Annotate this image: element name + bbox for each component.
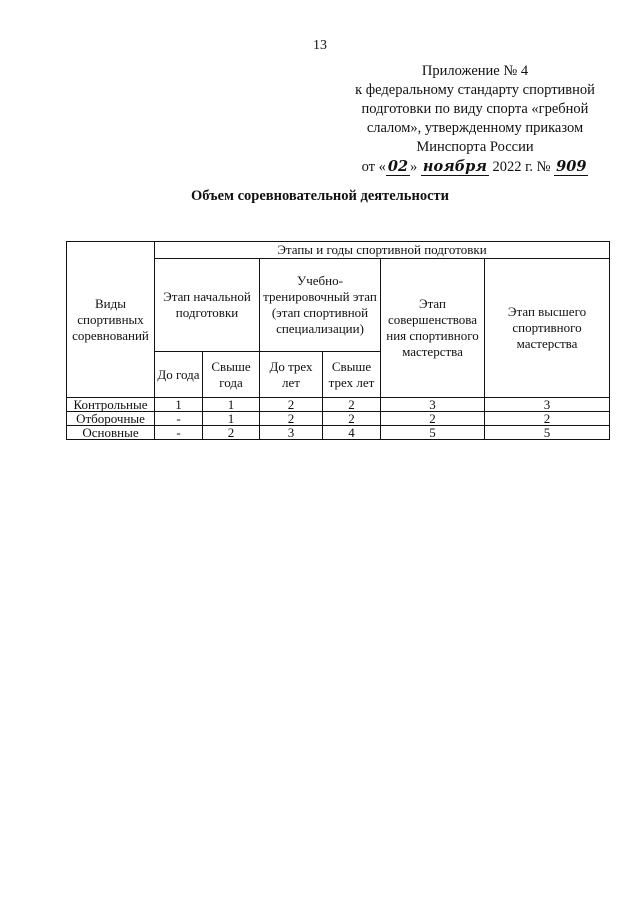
sub-up-to-three: До трех лет [260, 352, 323, 398]
table-cell: 2 [485, 412, 610, 426]
table-cell: 1 [203, 412, 260, 426]
appendix-line-3: подготовки по виду спорта «гребной [361, 101, 589, 117]
date-mid: » [410, 159, 418, 175]
table-row [67, 426, 610, 440]
table-cell: 1 [155, 398, 203, 412]
table-row [67, 412, 610, 426]
stages-header: Этапы и годы спортивной подготовки [155, 242, 610, 259]
table-cell: 3 [485, 398, 610, 412]
sub-up-to-year: До года [155, 352, 203, 398]
table-header-row-1 [67, 242, 610, 259]
corner-header: Виды спортивных соревнований [67, 242, 155, 398]
table-cell: 2 [260, 398, 323, 412]
table-cell: 2 [323, 398, 381, 412]
competition-volume-table [66, 241, 610, 440]
table-cell: 2 [203, 426, 260, 440]
table-cell: 5 [381, 426, 485, 440]
table-cell: 5 [485, 426, 610, 440]
date-year: 2022 г. № [492, 159, 551, 175]
table-cell: 2 [260, 412, 323, 426]
order-number-handwritten: 909 [556, 158, 587, 175]
appendix-line-4: слалом», утвержденному приказом [366, 120, 584, 136]
sub-over-three: Свыше трех лет [323, 352, 381, 398]
appendix-line-5: Минспорта России [416, 139, 534, 155]
page-number: 13 [313, 38, 327, 53]
date-day-handwritten: 02 [387, 158, 409, 175]
table-cell: - [155, 412, 203, 426]
table-cell: 2 [323, 412, 381, 426]
table-cell: 4 [323, 426, 381, 440]
appendix-line-1: Приложение № 4 [421, 63, 529, 79]
date-prefix: от « [361, 159, 386, 175]
table-cell: 1 [203, 398, 260, 412]
table-cell: - [155, 426, 203, 440]
row-label: Контрольные [67, 398, 155, 412]
date-month-handwritten: ноября [422, 158, 487, 175]
stage-initial-header: Этап начальной подготовки [155, 259, 260, 352]
order-date-line [330, 157, 620, 177]
document-title: Объем соревновательной деятельности [191, 188, 449, 204]
appendix-header [330, 62, 620, 177]
stage-training-header: Учебно-тренировочный этап (этап спортивной специализации) [260, 259, 381, 352]
appendix-line-2: к федеральному стандарту спортивной [355, 82, 595, 98]
table-row [67, 398, 610, 412]
row-label: Основные [67, 426, 155, 440]
stage-improvement-header: Этап совершенствова ния спортивного мастерства [381, 259, 485, 398]
sub-over-year: Свыше года [203, 352, 260, 398]
table-cell: 3 [381, 398, 485, 412]
table-cell: 2 [381, 412, 485, 426]
stage-higher-header: Этап высшего спортивного мастерства [485, 259, 610, 398]
table-cell: 3 [260, 426, 323, 440]
row-label: Отборочные [67, 412, 155, 426]
